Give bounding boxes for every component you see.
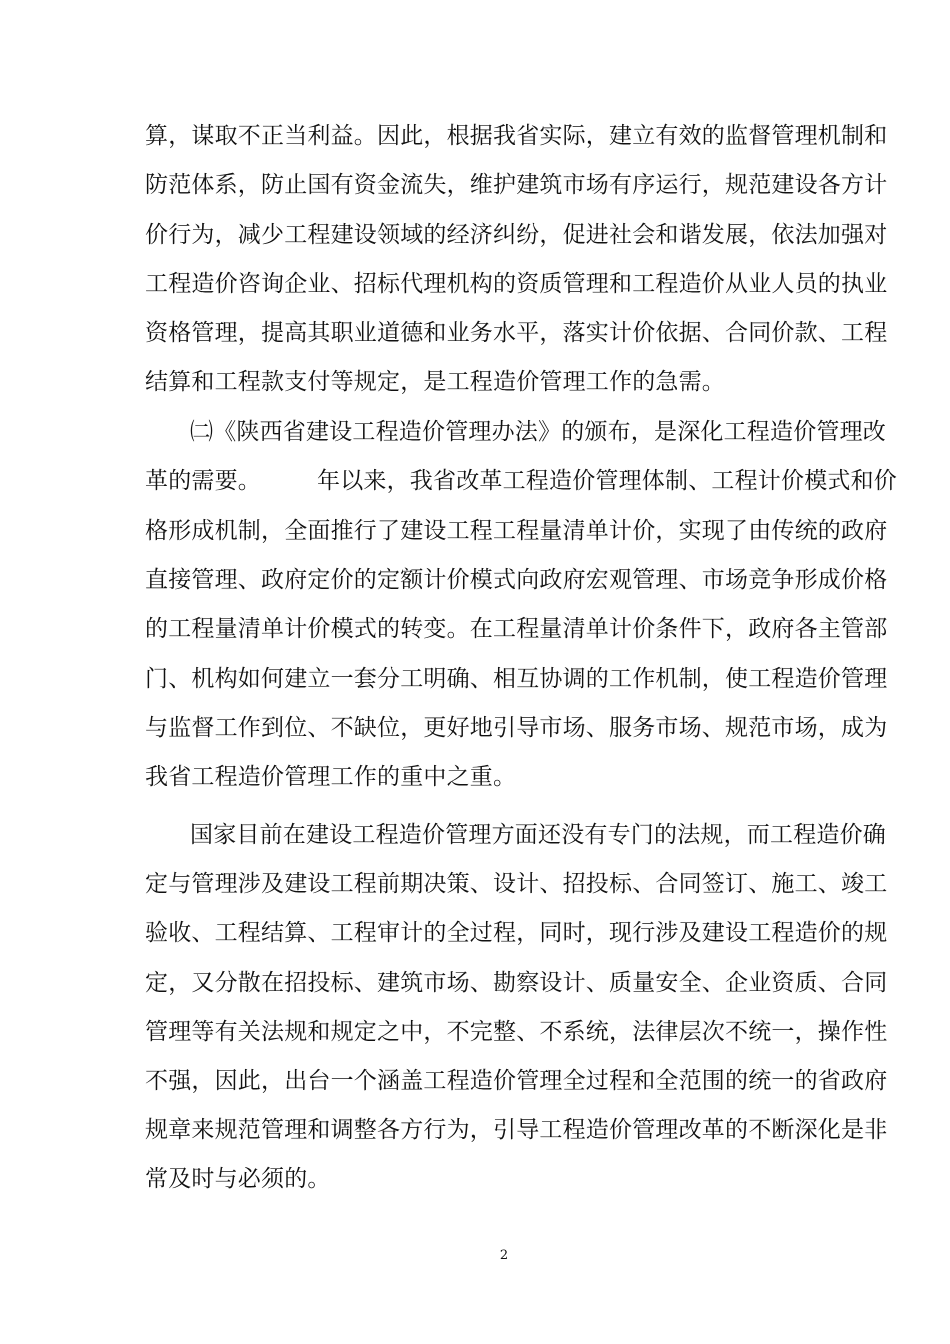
section-heading-line: ㈡《陕西省建设工程造价管理办法》的颁布，是深化工程造价管理改 [190, 419, 886, 445]
body-text-line: 常及时与必须的。 [145, 1166, 331, 1192]
body-text-line: 防范体系，防止国有资金流失，维护建筑市场有序运行，规范建设各方计 [145, 172, 888, 198]
paragraph-first-line: 国家目前在建设工程造价管理方面还没有专门的法规，而工程造价确 [190, 822, 886, 848]
body-text-line: 直接管理、政府定价的定额计价模式向政府宏观管理、市场竞争形成价格 [145, 567, 888, 593]
body-text-line: 管理等有关法规和规定之中，不完整、不系统，法律层次不统一，操作性 [145, 1019, 888, 1045]
body-text-line: 定与管理涉及建设工程前期决策、设计、招投标、合同签订、施工、竣工 [145, 871, 888, 897]
body-text-line: 的工程量清单计价模式的转变。在工程量清单计价条件下，政府各主管部 [145, 616, 888, 642]
body-text-line: 工程造价咨询企业、招标代理机构的资质管理和工程造价从业人员的执业 [145, 271, 888, 297]
body-text-fragment: 革的需要。 [145, 468, 261, 494]
body-text-line: 门、机构如何建立一套分工明确、相互协调的工作机制，使工程造价管理 [145, 666, 888, 692]
body-text-line: 结算和工程款支付等规定，是工程造价管理工作的急需。 [145, 369, 725, 395]
body-text-line: 算，谋取不正当利益。因此，根据我省实际，建立有效的监督管理机制和 [145, 123, 888, 149]
body-text-line: 验收、工程结算、工程审计的全过程，同时，现行涉及建设工程造价的规 [145, 920, 888, 946]
body-text-line: 不强，因此，出台一个涵盖工程造价管理全过程和全范围的统一的省政府 [145, 1068, 888, 1094]
body-text-line: 价行为，减少工程建设领域的经济纠纷，促进社会和谐发展，依法加强对 [145, 222, 888, 248]
body-text-line [145, 466, 897, 496]
page-number: 2 [499, 1248, 509, 1263]
body-text-line: 格形成机制，全面推行了建设工程工程量清单计价，实现了由传统的政府 [145, 518, 888, 544]
body-text-fragment: 年以来，我省改革工程造价管理体制、工程计价模式和价 [317, 468, 897, 494]
body-text-line: 我省工程造价管理工作的重中之重。 [145, 764, 517, 790]
body-text-line: 资格管理，提高其职业道德和业务水平，落实计价依据、合同价款、工程 [145, 320, 888, 346]
body-text-line: 与监督工作到位、不缺位，更好地引导市场、服务市场、规范市场，成为 [145, 715, 888, 741]
body-text-line: 定，又分散在招投标、建筑市场、勘察设计、质量安全、企业资质、合同 [145, 970, 888, 996]
body-text-line: 规章来规范管理和调整各方行为，引导工程造价管理改革的不断深化是非 [145, 1117, 888, 1143]
